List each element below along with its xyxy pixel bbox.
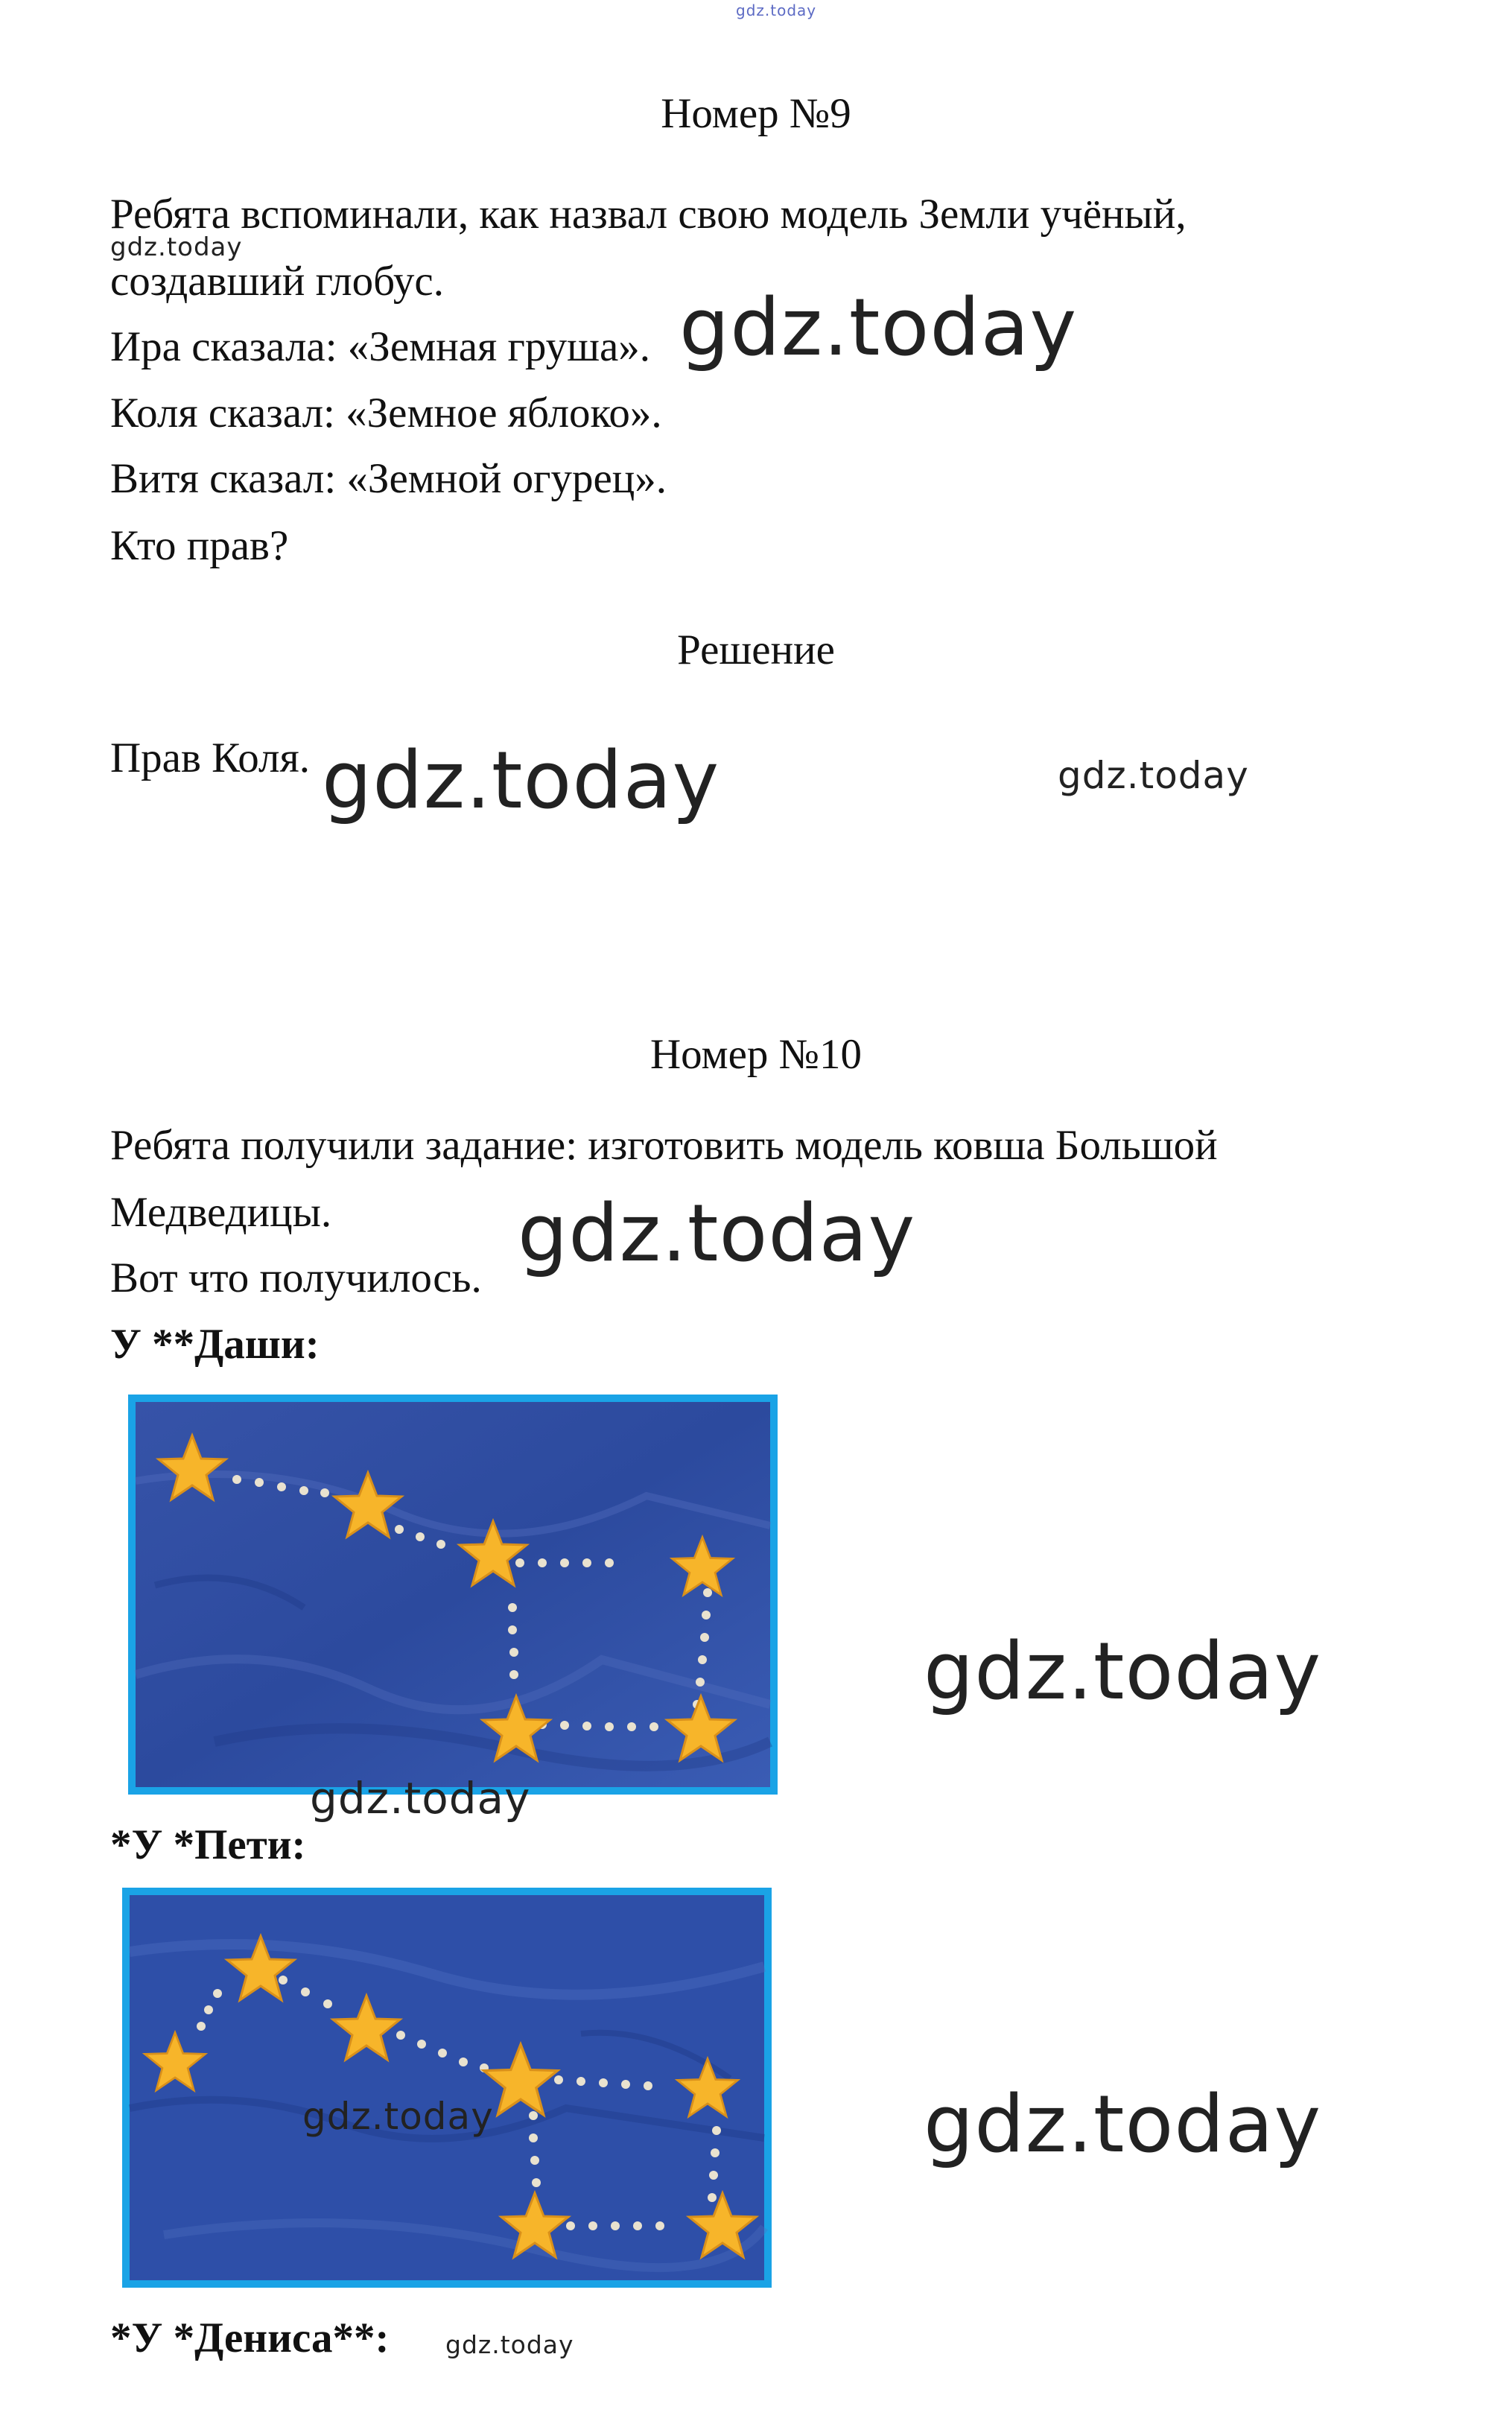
- watermark: gdz.today: [310, 1773, 531, 1824]
- task9-line-2: создавший глобус.: [110, 258, 444, 305]
- watermark: gdz.today: [518, 1187, 916, 1279]
- watermark: gdz.today: [924, 1625, 1322, 1717]
- solution-heading: Решение: [677, 626, 835, 673]
- task10-line-2: Медведицы.: [110, 1189, 332, 1236]
- task9-answer: Прав Коля.: [110, 735, 310, 781]
- watermark: gdz.today: [736, 1, 817, 19]
- label-petya: *У *Пети:: [110, 1821, 306, 1868]
- task9-title: Номер №9: [661, 90, 851, 137]
- watermark: gdz.today: [110, 232, 243, 262]
- big-dipper-model-dasha-image: [125, 1392, 781, 1798]
- watermark: gdz.today: [679, 282, 1078, 373]
- task9-line-5: Витя сказал: «Земной огурец».: [110, 455, 667, 502]
- task10-line-3: Вот что получилось.: [110, 1254, 482, 1301]
- task9-line-6: Кто прав?: [110, 522, 289, 569]
- big-dipper-model-petya-image: [119, 1885, 775, 2291]
- label-dasha: У **Даши:: [110, 1321, 320, 1368]
- task10-title: Номер №10: [649, 1031, 863, 1078]
- label-denis: *У *Дениса**:: [110, 2315, 390, 2361]
- task10-line-1: Ребята получили задание: изготовить модель ковша Большой: [110, 1122, 1218, 1169]
- task9-line-3: Ира сказала: «Земная груша».: [110, 323, 651, 370]
- watermark: gdz.today: [924, 2078, 1322, 2170]
- watermark: gdz.today: [302, 2095, 494, 2138]
- watermark: gdz.today: [445, 2330, 574, 2359]
- task9-line-4: Коля сказал: «Земное яблоко».: [110, 390, 662, 437]
- task9-line-1: Ребята вспоминали, как назвал свою модель Земли учёный,: [110, 191, 1187, 238]
- watermark: gdz.today: [322, 735, 720, 826]
- watermark: gdz.today: [1058, 754, 1249, 797]
